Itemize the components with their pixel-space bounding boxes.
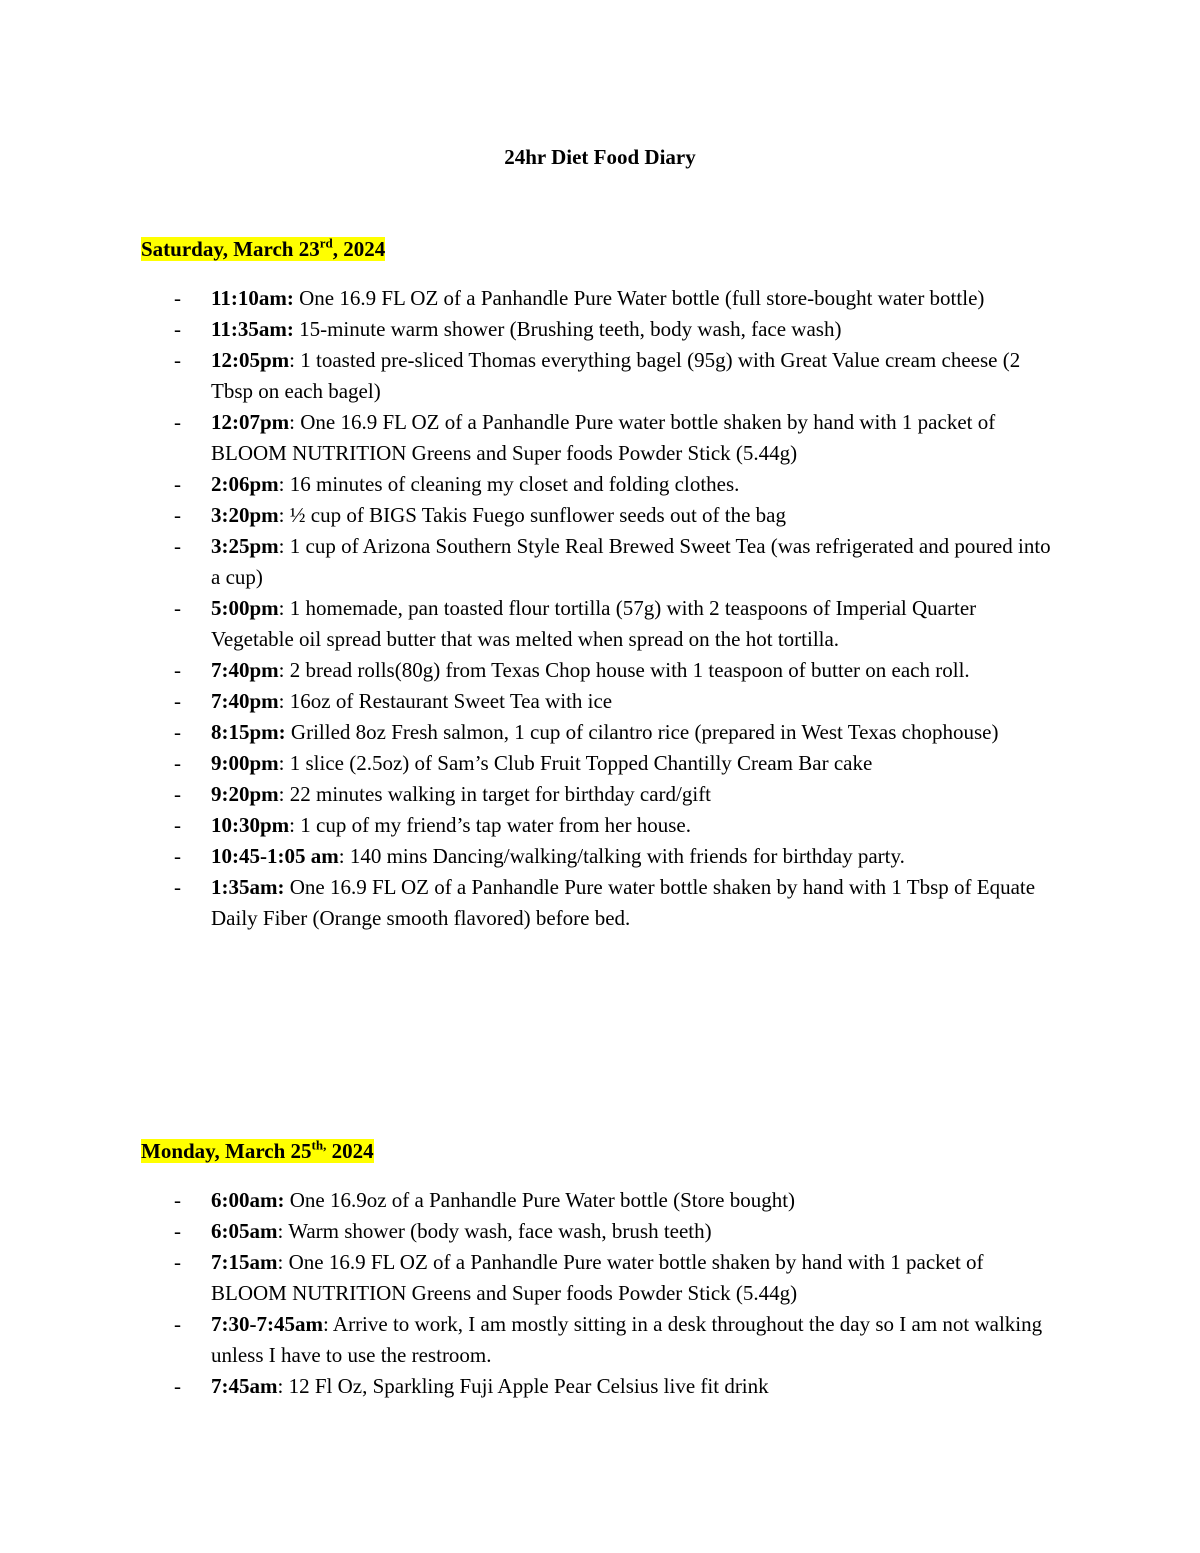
diary-entry [141,841,1061,872]
entry-description: One 16.9 FL OZ of a Panhandle Pure Water bottle (full store-bought water bottle) [293,286,985,310]
entry-time: 7:30-7:45am [211,1312,323,1336]
heading-year: , 2024 [332,237,386,261]
diary-entry [141,314,1061,345]
entry-description: : One 16.9 FL OZ of a Panhandle Pure water bottle shaken by hand with 1 packet of BLOOM NUTRITION Greens and Super foods Powder Stick (5.44g) [211,410,996,465]
list-dash: - [174,286,181,310]
diary-entry [141,1309,1061,1371]
heading-year: 2024 [326,1139,374,1163]
heading-highlight [141,1139,374,1163]
list-dash: - [174,844,181,868]
list-dash: - [174,1188,181,1212]
diary-entry [141,1247,1061,1309]
list-dash: - [174,1312,181,1336]
diary-entry [141,655,1061,686]
list-dash: - [174,317,181,341]
entry-list-monday [141,1185,1061,1402]
list-dash: - [174,658,181,682]
entry-time: 9:00pm [211,751,279,775]
diary-entry [141,810,1061,841]
document-title: 24hr Diet Food Diary [504,145,696,169]
entry-description: : 2 bread rolls(80g) from Texas Chop house with 1 teaspoon of butter on each roll. [278,658,970,682]
entry-time: 2:06pm [211,472,279,496]
entry-time: 10:30pm [211,813,290,837]
list-dash: - [174,689,181,713]
entry-description: : 1 toasted pre-sliced Thomas everything bagel (95g) with Great Value cream cheese (2 Tbsp on each bagel) [211,348,1021,403]
list-dash: - [174,782,181,806]
entry-description: : 16 minutes of cleaning my closet and folding clothes. [278,472,740,496]
entry-time: 7:40pm [211,658,279,682]
entry-time: 11:10am: [211,286,294,310]
diary-entry [141,748,1061,779]
entry-time: 10:45-1:05 am [211,844,339,868]
diary-entry [141,345,1061,407]
entry-description: : 12 Fl Oz, Sparkling Fuji Apple Pear Celsius live fit drink [277,1374,769,1398]
heading-date: Monday, March 25 [141,1139,312,1163]
entry-description: : 1 slice (2.5oz) of Sam’s Club Fruit Topped Chantilly Cream Bar cake [278,751,873,775]
entry-time: 7:15am [211,1250,278,1274]
entry-description: : ½ cup of BIGS Takis Fuego sunflower seeds out of the bag [278,503,786,527]
entry-time: 11:35am: [211,317,294,341]
list-dash: - [174,751,181,775]
entry-time: 7:45am [211,1374,278,1398]
entry-time: 6:05am [211,1219,278,1243]
entry-time: 7:40pm [211,689,279,713]
entry-time: 8:15pm: [211,720,286,744]
heading-date: Saturday, March 23 [141,237,320,261]
diary-entry [141,531,1061,593]
diary-entry [141,407,1061,469]
diary-entry [141,872,1061,934]
section-heading-saturday [141,236,385,262]
entry-time: 12:05pm [211,348,290,372]
entry-description: : Warm shower (body wash, face wash, brush teeth) [277,1219,712,1243]
diary-entry [141,686,1061,717]
list-dash: - [174,472,181,496]
entry-description: 15-minute warm shower (Brushing teeth, body wash, face wash) [293,317,842,341]
entry-description: : 22 minutes walking in target for birthday card/gift [278,782,712,806]
list-dash: - [174,813,181,837]
entry-time: 6:00am: [211,1188,285,1212]
entry-time: 3:25pm [211,534,279,558]
entry-description: : One 16.9 FL OZ of a Panhandle Pure water bottle shaken by hand with 1 packet of BLOOM NUTRITION Greens and Super foods Powder Stick (5.44g) [211,1250,984,1305]
diary-entry [141,1371,1061,1402]
list-dash: - [174,348,181,372]
entry-description: Grilled 8oz Fresh salmon, 1 cup of cilantro rice (prepared in West Texas chophouse) [285,720,999,744]
diary-entry [141,717,1061,748]
list-dash: - [174,1219,181,1243]
list-dash: - [174,875,181,899]
diary-entry [141,779,1061,810]
heading-ordinal-suffix: rd [319,235,333,251]
list-dash: - [174,534,181,558]
entry-description: : Arrive to work, I am mostly sitting in a desk throughout the day so I am not walking unless I have to use the restroom. [211,1312,1043,1367]
entry-time: 12:07pm [211,410,290,434]
heading-ordinal-suffix: th, [311,1137,327,1153]
section-heading-monday [141,1138,374,1164]
entry-description: : 1 cup of my friend’s tap water from her house. [289,813,691,837]
entry-description: One 16.9 FL OZ of a Panhandle Pure water bottle shaken by hand with 1 Tbsp of Equate Daily Fiber (Orange smooth flavored) before bed. [211,875,1036,930]
list-dash: - [174,720,181,744]
diary-entry [141,283,1061,314]
list-dash: - [174,1374,181,1398]
entry-time: 5:00pm [211,596,279,620]
diary-entry [141,500,1061,531]
entry-list-saturday [141,283,1061,934]
entry-description: : 1 homemade, pan toasted flour tortilla (57g) with 2 teaspoons of Imperial Quarter Vegetable oil spread butter that was melted when spread on the hot tortilla. [211,596,977,651]
entry-description: : 1 cup of Arizona Southern Style Real Brewed Sweet Tea (was refrigerated and poured into a cup) [211,534,1051,589]
entry-time: 9:20pm [211,782,279,806]
entry-time: 1:35am: [211,875,285,899]
diary-entry [141,1185,1061,1216]
list-dash: - [174,596,181,620]
list-dash: - [174,503,181,527]
entry-description: : 16oz of Restaurant Sweet Tea with ice [278,689,613,713]
entry-description: One 16.9oz of a Panhandle Pure Water bottle (Store bought) [284,1188,796,1212]
diary-entry [141,1216,1061,1247]
diary-entry [141,593,1061,655]
entry-description: : 140 mins Dancing/walking/talking with friends for birthday party. [338,844,905,868]
entry-time: 3:20pm [211,503,279,527]
heading-highlight [141,237,385,261]
diary-entry [141,469,1061,500]
list-dash: - [174,410,181,434]
list-dash: - [174,1250,181,1274]
